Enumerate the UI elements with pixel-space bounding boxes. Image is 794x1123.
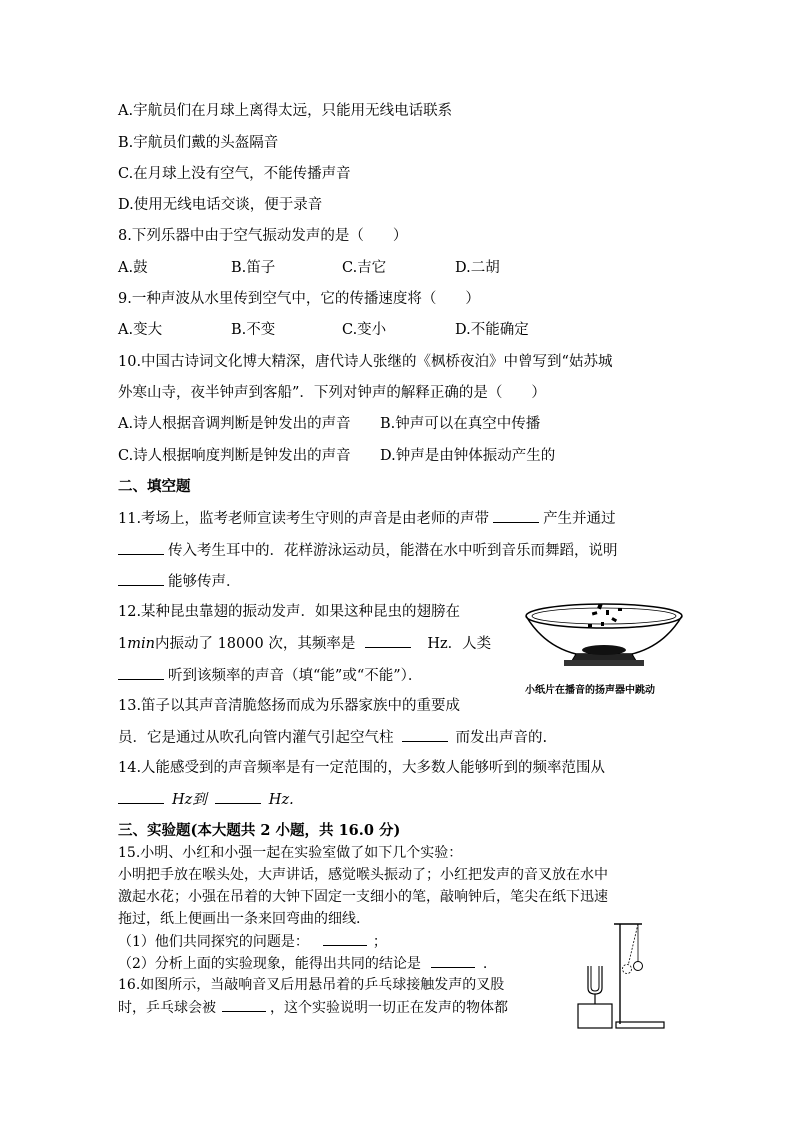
q12-text-4: 听到该频率的声音（填“能”或“不能”）． — [168, 668, 423, 684]
q11-blank-2[interactable] — [118, 540, 164, 555]
section-heading-experiment: 三、实验题(本大题共 2 小题，共 16.0 分) — [118, 822, 401, 839]
q15-sub2-text: （2）分析上面的实验现象，能得出共同的结论是 — [118, 956, 421, 972]
q8-option-a: A.鼓 — [118, 260, 148, 276]
q15-blank-1[interactable] — [323, 931, 367, 946]
q10-stem-line1: 10.中国古诗词文化博大精深，唐代诗人张继的《枫桥夜泊》中曾写到“姑苏城 — [118, 354, 613, 370]
q10-option-c: C.诗人根据响度判断是钟发出的声音 — [118, 448, 351, 464]
q12-line1: 12.某种昆虫靠翅的振动发声．如果这种昆虫的翅膀在 — [118, 604, 461, 620]
q15-sub2 — [118, 953, 487, 974]
q8-option-d: D.二胡 — [455, 260, 500, 276]
q11-blank-3[interactable] — [118, 571, 164, 586]
q14-text-2: Hz. — [268, 792, 294, 808]
q14-blank-2[interactable] — [215, 789, 261, 804]
q15-sub2-end: . — [482, 956, 488, 972]
q12-blank-1[interactable] — [365, 633, 411, 648]
q10-option-a: A.诗人根据音调判断是钟发出的声音 — [118, 416, 351, 432]
q15-sub1-text: （1）他们共同探究的问题是： — [118, 934, 309, 950]
q11-text-4: 能够传声． — [168, 574, 241, 590]
q7-option-b: B.宇航员们戴的头盔隔音 — [118, 135, 279, 151]
section-heading-fill-in: 二、填空题 — [118, 478, 191, 495]
q15-blank-2[interactable] — [431, 953, 475, 968]
q10-option-d: D.钟声是由钟体振动产生的 — [380, 448, 556, 464]
q7-option-d: D.使用无线电话交谈，便于录音 — [118, 197, 323, 213]
q11-text-2: 产生并通过 — [543, 511, 616, 527]
q15-sub1 — [118, 931, 387, 952]
q15-sub1-end: ； — [372, 934, 387, 950]
q12-text-1: 1 — [118, 636, 128, 652]
q13-text-1: 员．它是通过从吹孔向管内灌气引起空气柱 — [118, 730, 394, 746]
q15-line3: 激起水花；小强在吊着的大钟下固定一支细小的笔，敲响钟后，笔尖在纸下迅速 — [118, 889, 608, 905]
q7-option-c: C.在月球上没有空气，不能传播声音 — [118, 166, 351, 182]
q9-option-b: B.不变 — [231, 322, 276, 338]
q7-option-a: A.宇航员们在月球上离得太远，只能用无线电话联系 — [118, 103, 453, 119]
q8-option-c: C.吉它 — [342, 260, 387, 276]
q15-line1: 15.小明、小红和小强一起在实验室做了如下几个实验： — [118, 845, 463, 861]
q11-blank-1[interactable] — [493, 508, 539, 523]
q8-stem: 8.下列乐器中由于空气振动发声的是（ ） — [118, 228, 408, 244]
q13-line2 — [118, 727, 547, 748]
q12-blank-2[interactable] — [118, 665, 164, 680]
q12-line2 — [118, 633, 491, 654]
q15-line4: 拖过，纸上便画出一条来回弯曲的细线. — [118, 911, 361, 927]
q13-blank-1[interactable] — [402, 727, 448, 742]
q9-option-c: C.变小 — [342, 322, 387, 338]
q10-stem-line2: 外寒山寺，夜半钟声到客船”．下列对钟声的解释正确的是（ ） — [118, 385, 546, 401]
q11-text-1: 11.考场上，监考老师宣读考生守则的声音是由老师的声带 — [118, 511, 490, 527]
q9-option-d: D.不能确定 — [455, 322, 529, 338]
q15-line2: 小明把手放在喉头处，大声讲话，感觉喉头振动了；小红把发声的音叉放在水中 — [118, 867, 608, 883]
q11-text-3: 传入考生耳中的．花样游泳运动员，能潜在水中听到音乐而舞蹈，说明 — [168, 543, 618, 559]
q12-text-2: 内振动了 18000 次，其频率是 — [154, 636, 356, 652]
q10-option-b: B.钟声可以在真空中传播 — [380, 416, 541, 432]
q9-stem: 9.一种声波从水里传到空气中，它的传播速度将（ ） — [118, 291, 480, 307]
q16-text-2: ，这个实验说明一切正在发声的物体都 — [270, 1000, 508, 1016]
q11-line3 — [118, 571, 241, 592]
speaker-figure — [524, 598, 686, 684]
q16-blank-1[interactable] — [222, 997, 266, 1012]
q12-line3 — [118, 665, 422, 686]
q12-unit-min: min — [127, 636, 155, 652]
speaker-caption: 小纸片在播音的扬声器中跳动 — [525, 685, 655, 696]
q14-blank-1[interactable] — [118, 789, 164, 804]
q9-option-a: A.变大 — [118, 322, 163, 338]
q14-text-1: Hz到 — [172, 792, 207, 808]
tuning-fork-figure — [574, 916, 670, 1032]
q13-line1: 13.笛子以其声音清脆悠扬而成为乐器家族中的重要成 — [118, 698, 461, 714]
q11-line1 — [118, 508, 616, 529]
q13-text-2: 而发出声音的. — [455, 730, 548, 746]
q14-line2 — [118, 789, 294, 810]
q11-line2 — [118, 540, 618, 561]
q8-option-b: B.笛子 — [231, 260, 276, 276]
q16-text-1: 时，乒乓球会被 — [118, 1000, 216, 1016]
q16-line2 — [118, 997, 508, 1018]
q14-line1: 14.人能感受到的声音频率是有一定范围的，大多数人能够听到的频率范围从 — [118, 760, 606, 776]
q16-line1: 16.如图所示，当敲响音叉后用悬吊着的乒乓球接触发声的叉股 — [118, 977, 505, 993]
q12-text-3: Hz．人类 — [427, 636, 492, 652]
